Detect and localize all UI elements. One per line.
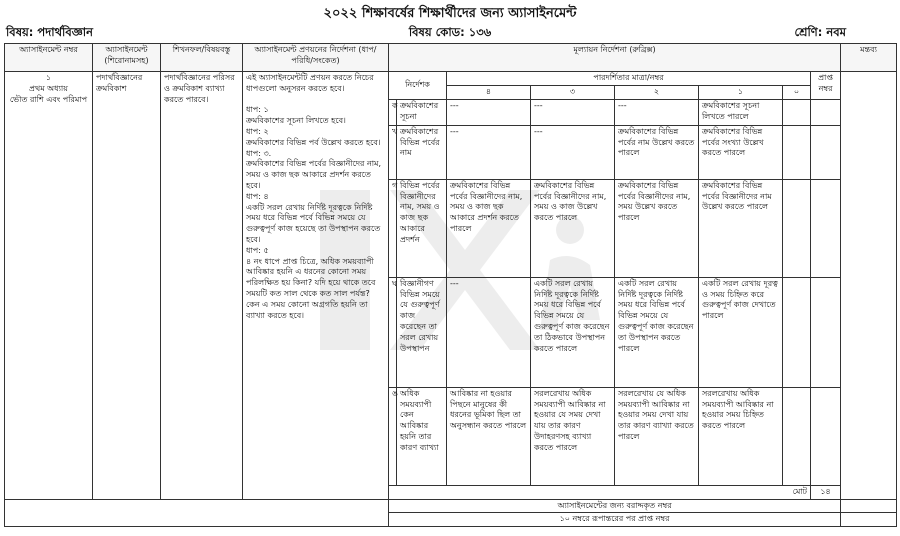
class-label: শ্রেণি: নবম xyxy=(794,25,846,39)
subject-code-label: বিষয় কোড: ১৩৬ xyxy=(408,25,492,39)
row-level-4: আবিষ্কার না হওয়ার পিছনে মানুষের কী ধরনের ভূমিকা ছিল তা অনুসন্ধান করতে পারলে xyxy=(447,387,531,485)
row-obtained xyxy=(811,179,841,277)
row-level-3: সরলরেখায় অধিক সময়ব্যাপী আবিষ্কার না হওয়ার যে সময় দেখা যায় তার কারণ উদাহরণসহ ব্যাখ্যা করতে পারলে xyxy=(531,387,615,485)
row-obtained xyxy=(811,125,841,179)
level-2: ২ xyxy=(615,86,699,100)
total-value: ১৪ xyxy=(811,485,841,499)
row-label: ক xyxy=(389,99,397,125)
header-rubric: মূল্যায়ন নির্দেশনা (রুব্রিক্স) xyxy=(389,44,841,72)
row-indicator: বিজ্ঞানীগণ বিভিন্ন সময়ে যে গুরুত্বপূর্ণ কাজ করেছেন তা সরল রেখায় উপস্থাপন xyxy=(397,277,447,387)
row-level-3: --- xyxy=(531,125,615,179)
level-0: ০ xyxy=(783,86,811,100)
row-level-4: --- xyxy=(447,125,531,179)
row-level-0 xyxy=(783,99,811,125)
asg-title-cell: পদার্থবিজ্ঞানের ক্রমবিকাশ xyxy=(93,72,161,500)
row-level-1: ক্রমবিকাশের বিভিন্ন পর্বের বিজ্ঞানীদের নাম উল্লেখ করতে পারলে xyxy=(699,179,783,277)
level-4: ৪ xyxy=(447,86,531,100)
footer-spacer xyxy=(5,513,389,527)
row-level-4: --- xyxy=(447,277,531,387)
row-level-2: সরলরেখায় যে অধিক সময়ব্যাপী আবিষ্কার না হওয়ার সময় দেখা যায় তার কারণ ব্যাখ্যা করতে পারলে xyxy=(615,387,699,485)
row-label: ঘ xyxy=(389,277,397,387)
row-level-0 xyxy=(783,387,811,485)
row-level-3: একটি সরল রেখায় নির্দিষ্ট দূরত্বকে নির্দিষ্ট সময় ধরে বিভিন্ন পর্বে বিভিন্ন সময়ে যে গুরুত্বপূর্ণ কাজ করেছেন তা ঠিকভাবে উপস্থাপন করতে পারলে xyxy=(531,277,615,387)
row-level-3: --- xyxy=(531,99,615,125)
header-asg-no: অ্যাসাইনমেন্ট নম্বর xyxy=(5,44,93,72)
converted-value xyxy=(841,513,897,527)
row-label: খ xyxy=(389,125,397,179)
row-level-3: ক্রমবিকাশের বিভিন্ন পর্বের বিজ্ঞানীদের নাম, সময় ও কাজ উল্লেখ করতে পারলে xyxy=(531,179,615,277)
asg-no-cell xyxy=(5,72,93,500)
row-indicator: ক্রমবিকাশের বিভিন্ন পর্বের নাম xyxy=(397,125,447,179)
row-label: গ xyxy=(389,179,397,277)
instructions-cell: এই অ্যাসাইনমেন্টটি প্রণয়ন করতে নিচের ধাপগুলো অনুসরন করতে হবে। ধাপ: ১ ক্রমবিকাশের সূচনা লিখতে হবে। ধাপ: ২ ক্রমবিকাশের বিভিন্ন পর্ব উল্লেখ করতে হবে। ধাপ: ৩. ক্রমবিকাশের বিভিন্ন পর্বের বিজ্ঞানীদের নাম, সময় ও কাজ ছক আকারে প্রদর্শন করতে হবে। ধাপ: ৪ একটি সরল রেখায় নির্দিষ্ট দূরত্বকে নির্দিষ্ট সময় ধরে বিভিন্ন পর্বে বিভিন্ন সময়ে যে গুরুত্বপূর্ণ কাজ হয়েছে তা উপস্থাপন করতে হবে। ধাপ: ৫ ৪ নং ধাপে প্রাপ্ত চিত্রে, অধিক সময়ব্যাপী আবিষ্কার হয়নি এ ধরনের কোনো সময় পরিলক্ষিত হয় কিনা? যদি হয়ে থাকে তবে সময়টি কত সাল থেকে কত সাল পর্যন্ত? কেন এ সময় কোনো অগ্রগতি হয়নি তা ব্যাখ্যা করতে হবে। xyxy=(243,72,389,500)
obtained-header: প্রাপ্ত নম্বর xyxy=(811,72,841,100)
header-outcome: শিখনফল/বিষয়বস্তু xyxy=(161,44,243,72)
row-indicator: ক্রমবিকাশের সূচনা xyxy=(397,99,447,125)
header-asg-title: অ্যাসাইনমেন্ট (শিরোনামসহ) xyxy=(93,44,161,72)
row-obtained xyxy=(811,387,841,485)
asg-no-value: ১ xyxy=(45,73,52,82)
level-3: ৩ xyxy=(531,86,615,100)
row-obtained xyxy=(811,277,841,387)
allocated-value xyxy=(841,499,897,513)
row-level-2: ক্রমবিকাশের বিভিন্ন পর্বের নাম উল্লেখ করতে পারলে xyxy=(615,125,699,179)
level-1: ১ xyxy=(699,86,783,100)
row-indicator: অধিক সময়ব্যাপী কেন আবিষ্কার হয়নি তার কারণ ব্যাখ্যা xyxy=(397,387,447,485)
total-label: মোট xyxy=(389,485,811,499)
row-level-2: ক্রমবিকাশের বিভিন্ন পর্বের বিজ্ঞানীদের নাম, সময় উল্লেখ করতে পারলে xyxy=(615,179,699,277)
header-instructions: অ্যাসাইনমেন্ট প্রণয়নের নির্দেশনা (ধাপ/পরিধি/সংকেত) xyxy=(243,44,389,72)
outcome-cell: পদার্থবিজ্ঞানের পরিসর ও ক্রমবিকাশ ব্যাখ্যা করতে পারবে। xyxy=(161,72,243,500)
row-level-0 xyxy=(783,125,811,179)
row-level-1: ক্রমবিকাশের বিভিন্ন পর্বের সংখ্যা উল্লেখ করতে পারলে xyxy=(699,125,783,179)
allocated-label: অ্যাসাইনমেন্টের জন্য বরাদ্দকৃত নম্বর xyxy=(389,499,841,513)
row-level-0 xyxy=(783,277,811,387)
row-level-1: একটি সরল রেখায় দূরত্ব ও সময় চিহ্নিত করে গুরুত্বপূর্ণ কাজ দেখাতে পারলে xyxy=(699,277,783,387)
document-title: ২০২২ শিক্ষাবর্ষের শিক্ষার্থীদের জন্য অ্যাসাইনমেন্ট xyxy=(323,6,577,21)
assignment-table xyxy=(4,43,897,527)
subject-label: বিষয়: পদার্থবিজ্ঞান xyxy=(6,25,93,39)
indicator-header: নির্দেশক xyxy=(389,72,447,100)
row-label: ঙ xyxy=(389,387,397,485)
row-level-1: সরলরেখায় অধিক সময়ব্যাপী আবিষ্কার না হওয়ার সময় চিহ্নিত করতে পারলে xyxy=(699,387,783,485)
converted-label: ১০ নম্বরে রূপান্তরের পর প্রাপ্ত নম্বর xyxy=(389,513,841,527)
row-level-4: --- xyxy=(447,99,531,125)
row-level-1: ক্রমবিকাশের সূচনা লিখতে পারলে xyxy=(699,99,783,125)
row-obtained xyxy=(811,99,841,125)
row-indicator: বিভিন্ন পর্বের বিজ্ঞানীদের নাম, সময় ও কাজ ছক আকারে প্রদর্শন xyxy=(397,179,447,277)
row-level-2: একটি সরল রেখায় নির্দিষ্ট দূরত্বকে নির্দিষ্ট সময় ধরে বিভিন্ন পর্বে বিভিন্ন সময়ে যে গুরুত্বপূর্ণ কাজ করেছেন তা উপস্থাপন করতে পারলে xyxy=(615,277,699,387)
remarks-cell xyxy=(841,72,897,500)
row-level-2: --- xyxy=(615,99,699,125)
scale-header: পারদর্শিতার মাত্রা/নম্বর xyxy=(447,72,811,86)
chapter-text: প্রথম অধ্যায় ভৌত রাশি এবং পরিমাপ xyxy=(9,83,88,104)
row-level-4: ক্রমবিকাশের বিভিন্ন পর্বের বিজ্ঞানীদের নাম, সময় ও কাজ ছক আকারে প্রদর্শন করতে পারলে xyxy=(447,179,531,277)
row-level-0 xyxy=(783,179,811,277)
header-remarks: মন্তব্য xyxy=(841,44,897,72)
footer-spacer xyxy=(5,499,389,513)
